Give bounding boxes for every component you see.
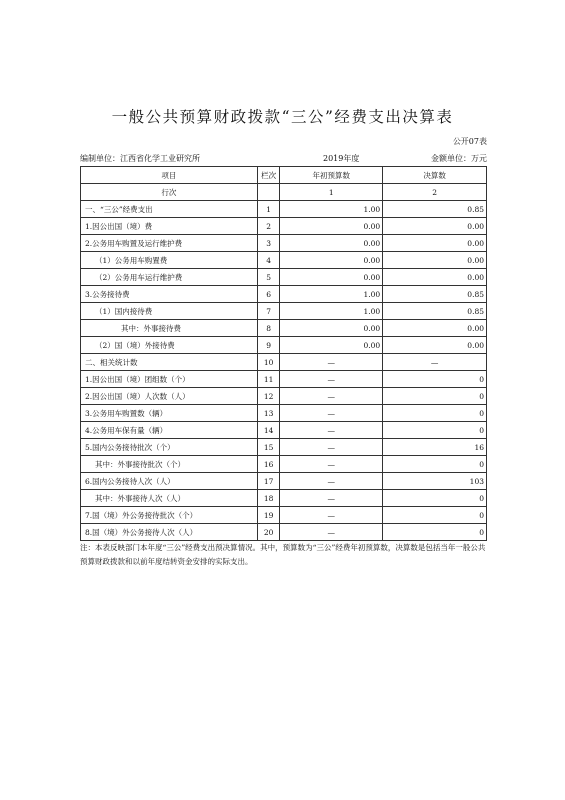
row-column-no: 16 [257, 456, 280, 473]
header-final: 决算数 [383, 167, 487, 184]
index-plan: 1 [280, 184, 383, 201]
row-plan-value: 0.00 [280, 235, 383, 252]
row-column-no: 2 [257, 218, 280, 235]
table-row [81, 337, 487, 354]
row-item-label: 3.公务接待费 [81, 286, 258, 303]
row-item-label: （1）国内接待费 [81, 303, 258, 320]
row-final-value: 0 [383, 405, 487, 422]
row-plan-value: 0.00 [280, 218, 383, 235]
table-row [81, 320, 487, 337]
row-plan-value: — [280, 439, 383, 456]
row-final-value: 0 [383, 388, 487, 405]
row-column-no: 9 [257, 337, 280, 354]
table-row [81, 354, 487, 371]
row-plan-value: — [280, 422, 383, 439]
row-item-label: 二、相关统计数 [81, 354, 258, 371]
table-row [81, 473, 487, 490]
meta-line [80, 153, 487, 165]
row-column-no: 13 [257, 405, 280, 422]
row-column-no: 5 [257, 269, 280, 286]
row-item-label: 3.公务用车购置数（辆） [81, 405, 258, 422]
row-item-label: （1）公务用车购置费 [81, 252, 258, 269]
row-item-label: 8.国（境）外公务接待人次（人） [81, 524, 258, 541]
row-final-value: 0 [383, 524, 487, 541]
table-row [81, 235, 487, 252]
row-final-value: 0.00 [383, 320, 487, 337]
row-column-no: 12 [257, 388, 280, 405]
row-plan-value: 0.00 [280, 337, 383, 354]
expenditure-table [80, 166, 487, 541]
header-row [81, 167, 487, 184]
row-column-no: 19 [257, 507, 280, 524]
row-plan-value: — [280, 354, 383, 371]
row-plan-value: — [280, 371, 383, 388]
index-final: 2 [383, 184, 487, 201]
table-row [81, 490, 487, 507]
row-plan-value: — [280, 405, 383, 422]
row-column-no: 20 [257, 524, 280, 541]
table-row [81, 456, 487, 473]
index-row [81, 184, 487, 201]
header-column-no: 栏次 [257, 167, 280, 184]
table-row [81, 286, 487, 303]
row-final-value: 0.00 [383, 337, 487, 354]
row-item-label: 6.国内公务接待人次（人） [81, 473, 258, 490]
row-final-value: 0.85 [383, 303, 487, 320]
table-row [81, 371, 487, 388]
row-final-value: 103 [383, 473, 487, 490]
page-title: 一般公共预算财政拨款“三公”经费支出决算表 [111, 108, 454, 126]
form-number: 公开07表 [452, 137, 487, 146]
compiling-unit: 编制单位：江西省化学工业研究所 [80, 154, 200, 163]
row-column-no: 1 [257, 201, 280, 218]
row-item-label: （2）国（境）外接待费 [81, 337, 258, 354]
table-row [81, 422, 487, 439]
row-item-label: 2.公务用车购置及运行维护费 [81, 235, 258, 252]
row-final-value: — [383, 354, 487, 371]
header-item: 项目 [81, 167, 258, 184]
index-col [257, 184, 280, 201]
row-plan-value: 1.00 [280, 286, 383, 303]
footnote: 注：本表反映部门本年度“三公”经费支出预决算情况。其中，预算数为“三公”经费年初预算数，决算数是包括当年一般公共预算财政拨款和以前年度结转资金安排的实际支出。 [80, 543, 486, 566]
table-row [81, 269, 487, 286]
table-row [81, 524, 487, 541]
row-final-value: 0 [383, 422, 487, 439]
row-final-value: 0.85 [383, 286, 487, 303]
row-plan-value: — [280, 456, 383, 473]
row-plan-value: 1.00 [280, 201, 383, 218]
row-plan-value: 0.00 [280, 252, 383, 269]
table-row [81, 388, 487, 405]
table-row [81, 201, 487, 218]
fiscal-year: 2019年度 [323, 154, 360, 163]
row-item-label: 其中：外事接待批次（个） [81, 456, 258, 473]
row-column-no: 11 [257, 371, 280, 388]
row-final-value: 0.00 [383, 235, 487, 252]
row-column-no: 10 [257, 354, 280, 371]
row-plan-value: — [280, 490, 383, 507]
row-column-no: 17 [257, 473, 280, 490]
row-plan-value: — [280, 524, 383, 541]
row-final-value: 0 [383, 456, 487, 473]
row-column-no: 4 [257, 252, 280, 269]
row-final-value: 0.85 [383, 201, 487, 218]
row-plan-value: — [280, 388, 383, 405]
row-item-label: 7.国（境）外公务接待批次（个） [81, 507, 258, 524]
row-item-label: 1.因公出国（境）团组数（个） [81, 371, 258, 388]
table-row [81, 507, 487, 524]
row-item-label: 其中：外事接待费 [81, 320, 258, 337]
row-column-no: 15 [257, 439, 280, 456]
row-plan-value: 0.00 [280, 269, 383, 286]
row-column-no: 7 [257, 303, 280, 320]
row-plan-value: 0.00 [280, 320, 383, 337]
table-row [81, 252, 487, 269]
row-column-no: 8 [257, 320, 280, 337]
row-plan-value: 1.00 [280, 303, 383, 320]
table-row [81, 303, 487, 320]
index-item: 行次 [81, 184, 258, 201]
table-row [81, 439, 487, 456]
row-item-label: 5.国内公务接待批次（个） [81, 439, 258, 456]
table-row [81, 405, 487, 422]
row-final-value: 0.00 [383, 252, 487, 269]
row-plan-value: — [280, 507, 383, 524]
row-plan-value: — [280, 473, 383, 490]
header-plan: 年初预算数 [280, 167, 383, 184]
row-final-value: 0 [383, 490, 487, 507]
row-final-value: 0.00 [383, 218, 487, 235]
row-column-no: 6 [257, 286, 280, 303]
row-column-no: 18 [257, 490, 280, 507]
row-column-no: 14 [257, 422, 280, 439]
row-final-value: 0 [383, 507, 487, 524]
table-row [81, 218, 487, 235]
row-item-label: 1.因公出国（境）费 [81, 218, 258, 235]
row-item-label: 其中：外事接待人次（人） [81, 490, 258, 507]
row-column-no: 3 [257, 235, 280, 252]
row-item-label: 4.公务用车保有量（辆） [81, 422, 258, 439]
amount-unit: 金额单位：万元 [431, 154, 487, 163]
row-final-value: 0.00 [383, 269, 487, 286]
row-final-value: 16 [383, 439, 487, 456]
row-item-label: （2）公务用车运行维护费 [81, 269, 258, 286]
row-item-label: 2.因公出国（境）人次数（人） [81, 388, 258, 405]
row-item-label: 一、“三公”经费支出 [81, 201, 258, 218]
row-final-value: 0 [383, 371, 487, 388]
